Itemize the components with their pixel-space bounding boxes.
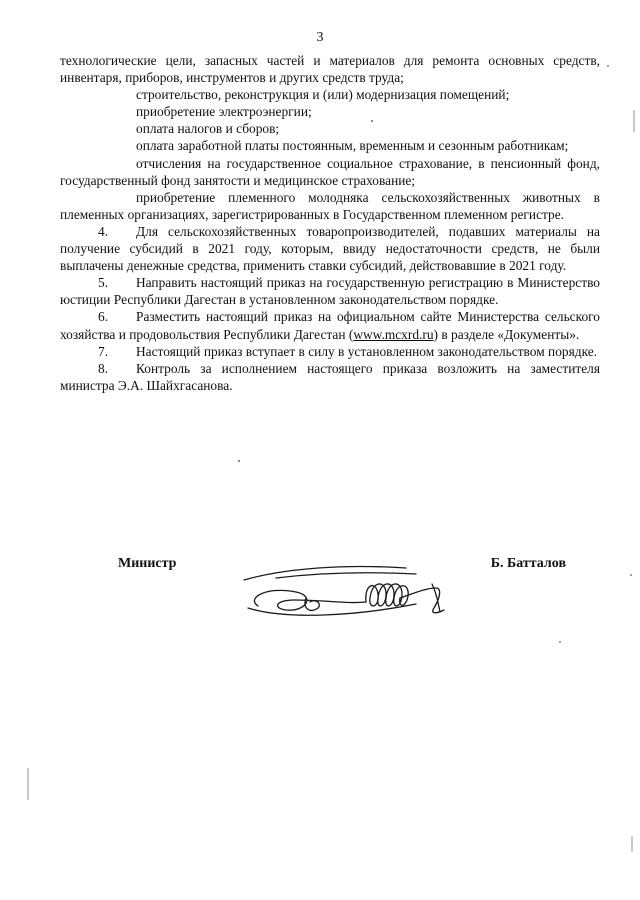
- item-number: 6.: [98, 309, 109, 325]
- item-text: Настоящий приказ вступает в силу в установленном законодательством порядке.: [136, 343, 598, 359]
- list-item-breeding-stock: приобретение племенного молодняка сельскохозяйственных животных в племенных организациях, зарегистрированных в Государственном племенном регистре.: [60, 189, 600, 222]
- list-item-social-insurance: отчисления на государственное социальное страхование, в пенсионный фонд, государственный фонд занятости и медицинское страхование;: [60, 155, 600, 188]
- item-number: 8.: [98, 360, 109, 376]
- paragraph-continuation: технологические цели, запасных частей и материалов для ремонта основных средств, инвентаря, приборов, инструментов и других средств труда;: [60, 53, 600, 86]
- numbered-item-8: [60, 360, 600, 394]
- document-body: [60, 52, 600, 394]
- item-text: Направить настоящий приказ на государственную регистрацию в Министерство юстиции Республики Дагестан в установленном законодательством порядке.: [60, 275, 600, 308]
- item-number: 7.: [98, 343, 109, 359]
- handwritten-signature: [236, 558, 476, 628]
- page-number: 3: [316, 30, 324, 45]
- numbered-item-4: [60, 223, 600, 274]
- numbered-item-7: [60, 343, 600, 360]
- signatory-position: Министр: [118, 556, 177, 571]
- numbered-item-6: [60, 308, 600, 342]
- item-text: Для сельскохозяйственных товаропроизводителей, подавших материалы на получение субсидий в 2021 году, которым, ввиду недостаточности средств, не были выплачены денежные средства, применить ставки субсидий, действовавшие в 2021 году.: [60, 223, 600, 274]
- item-number: 4.: [98, 223, 109, 239]
- ministry-website-link[interactable]: www.mcxrd.ru: [353, 326, 434, 342]
- item-text: Разместить настоящий приказ на официальном сайте Министерства сельского хозяйства и продовольствия Республики Дагестан (: [60, 309, 600, 342]
- numbered-item-5: [60, 274, 600, 308]
- item-number: 5.: [98, 275, 109, 291]
- signatory-name: Б. Батталов: [490, 556, 566, 571]
- item-text-after: ) в разделе «Документы».: [433, 326, 580, 342]
- item-text: Контроль за исполнением настоящего приказа возложить на заместителя министра Э.А. Шайхгасанова.: [60, 360, 600, 393]
- list-item-taxes: оплата налогов и сборов;: [136, 121, 280, 137]
- list-item-construction: строительство, реконструкция и (или) модернизация помещений;: [136, 87, 510, 103]
- list-item-wages: оплата заработной платы постоянным, временным и сезонным работникам;: [136, 138, 569, 154]
- list-item-electricity: приобретение электроэнергии;: [136, 104, 312, 120]
